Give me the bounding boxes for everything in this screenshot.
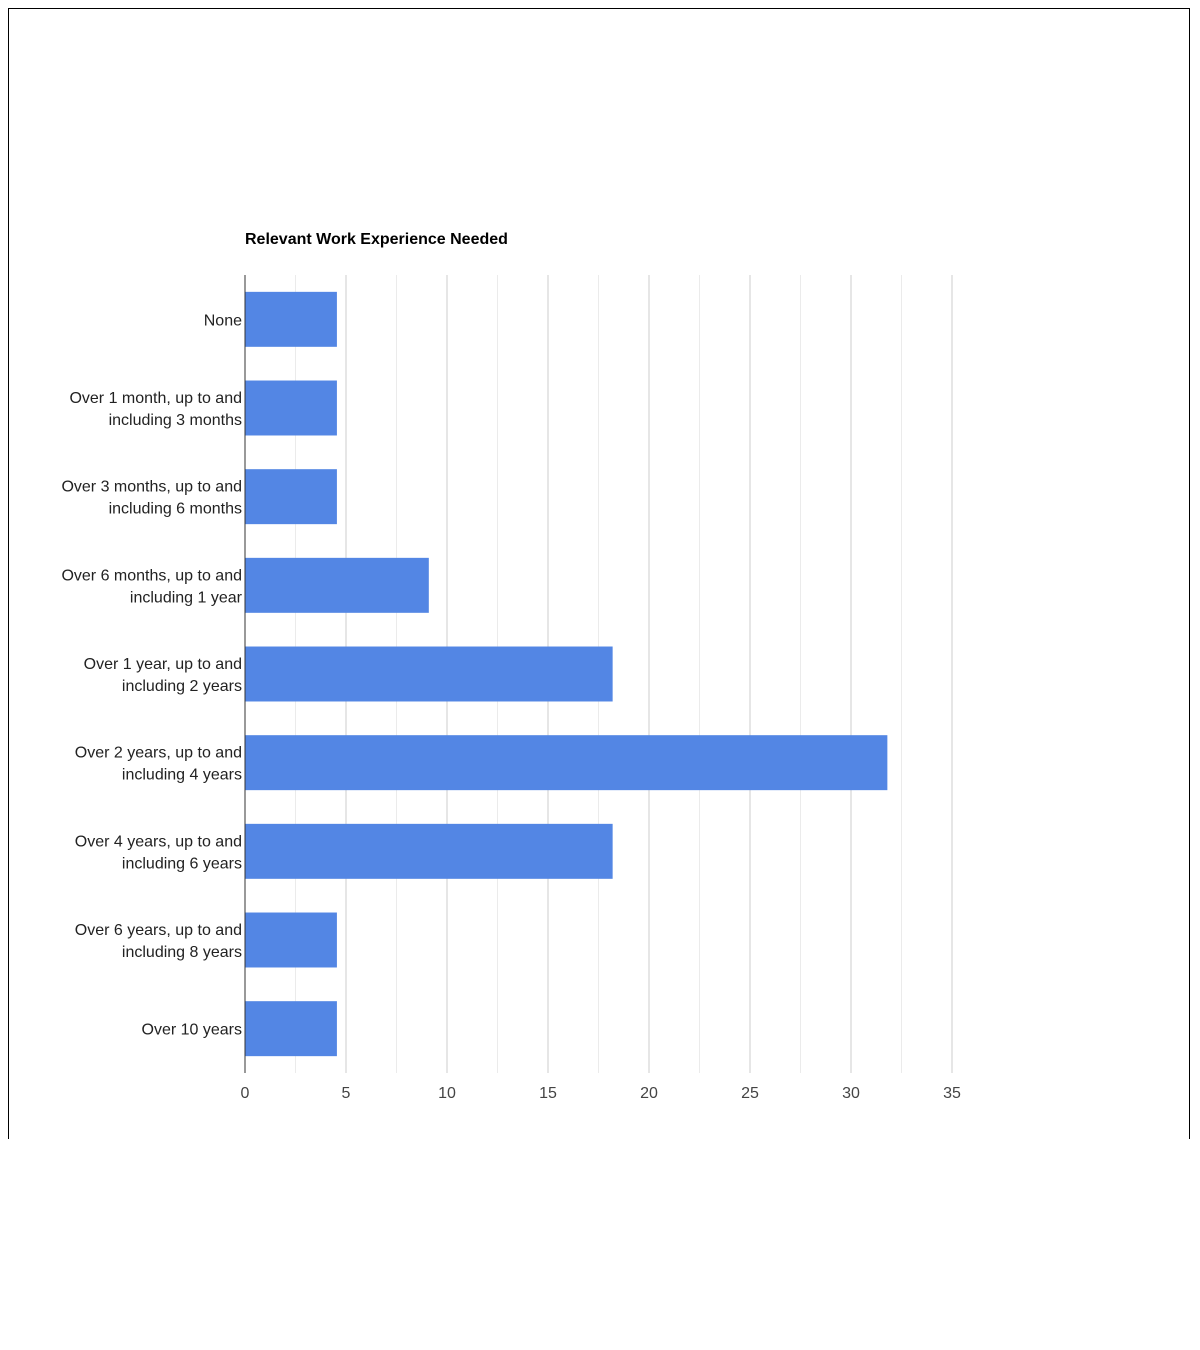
x-tick-labels xyxy=(241,1085,961,1102)
category-label: Over 6 years, up to and including 8 years xyxy=(74,922,242,961)
category-label: Over 1 month, up to and including 3 months xyxy=(69,390,242,429)
x-tick-label: 25 xyxy=(741,1085,759,1102)
x-tick-label: 30 xyxy=(842,1085,860,1102)
category-label: Over 1 year, up to and including 2 years xyxy=(83,656,242,695)
category-label: Over 3 months, up to and including 6 months xyxy=(61,478,242,518)
bar[interactable] xyxy=(245,1001,337,1056)
category-label: Over 10 years xyxy=(141,1021,242,1039)
category-label: Over 2 years, up to and including 4 years xyxy=(74,744,242,784)
bar[interactable] xyxy=(245,647,613,702)
x-tick-label: 20 xyxy=(640,1085,658,1102)
category-labels xyxy=(61,312,242,1038)
bar[interactable] xyxy=(245,913,337,968)
bar[interactable] xyxy=(245,292,337,347)
x-tick-label: 5 xyxy=(341,1085,351,1102)
x-tick-label: 35 xyxy=(943,1085,961,1102)
bars xyxy=(245,292,887,1056)
chart-title: Relevant Work Experience Needed xyxy=(245,231,508,248)
category-label: Over 4 years, up to and including 6 years xyxy=(74,833,242,873)
x-tick-label: 0 xyxy=(240,1085,250,1102)
bar[interactable] xyxy=(245,735,887,790)
x-tick-label: 15 xyxy=(539,1085,557,1102)
bar[interactable] xyxy=(245,558,429,613)
bar[interactable] xyxy=(245,469,337,524)
bar[interactable] xyxy=(245,824,613,879)
category-label: None xyxy=(203,312,242,330)
x-tick-label: 10 xyxy=(438,1085,456,1102)
category-label: Over 6 months, up to and including 1 year xyxy=(61,567,242,607)
bar[interactable] xyxy=(245,381,337,436)
